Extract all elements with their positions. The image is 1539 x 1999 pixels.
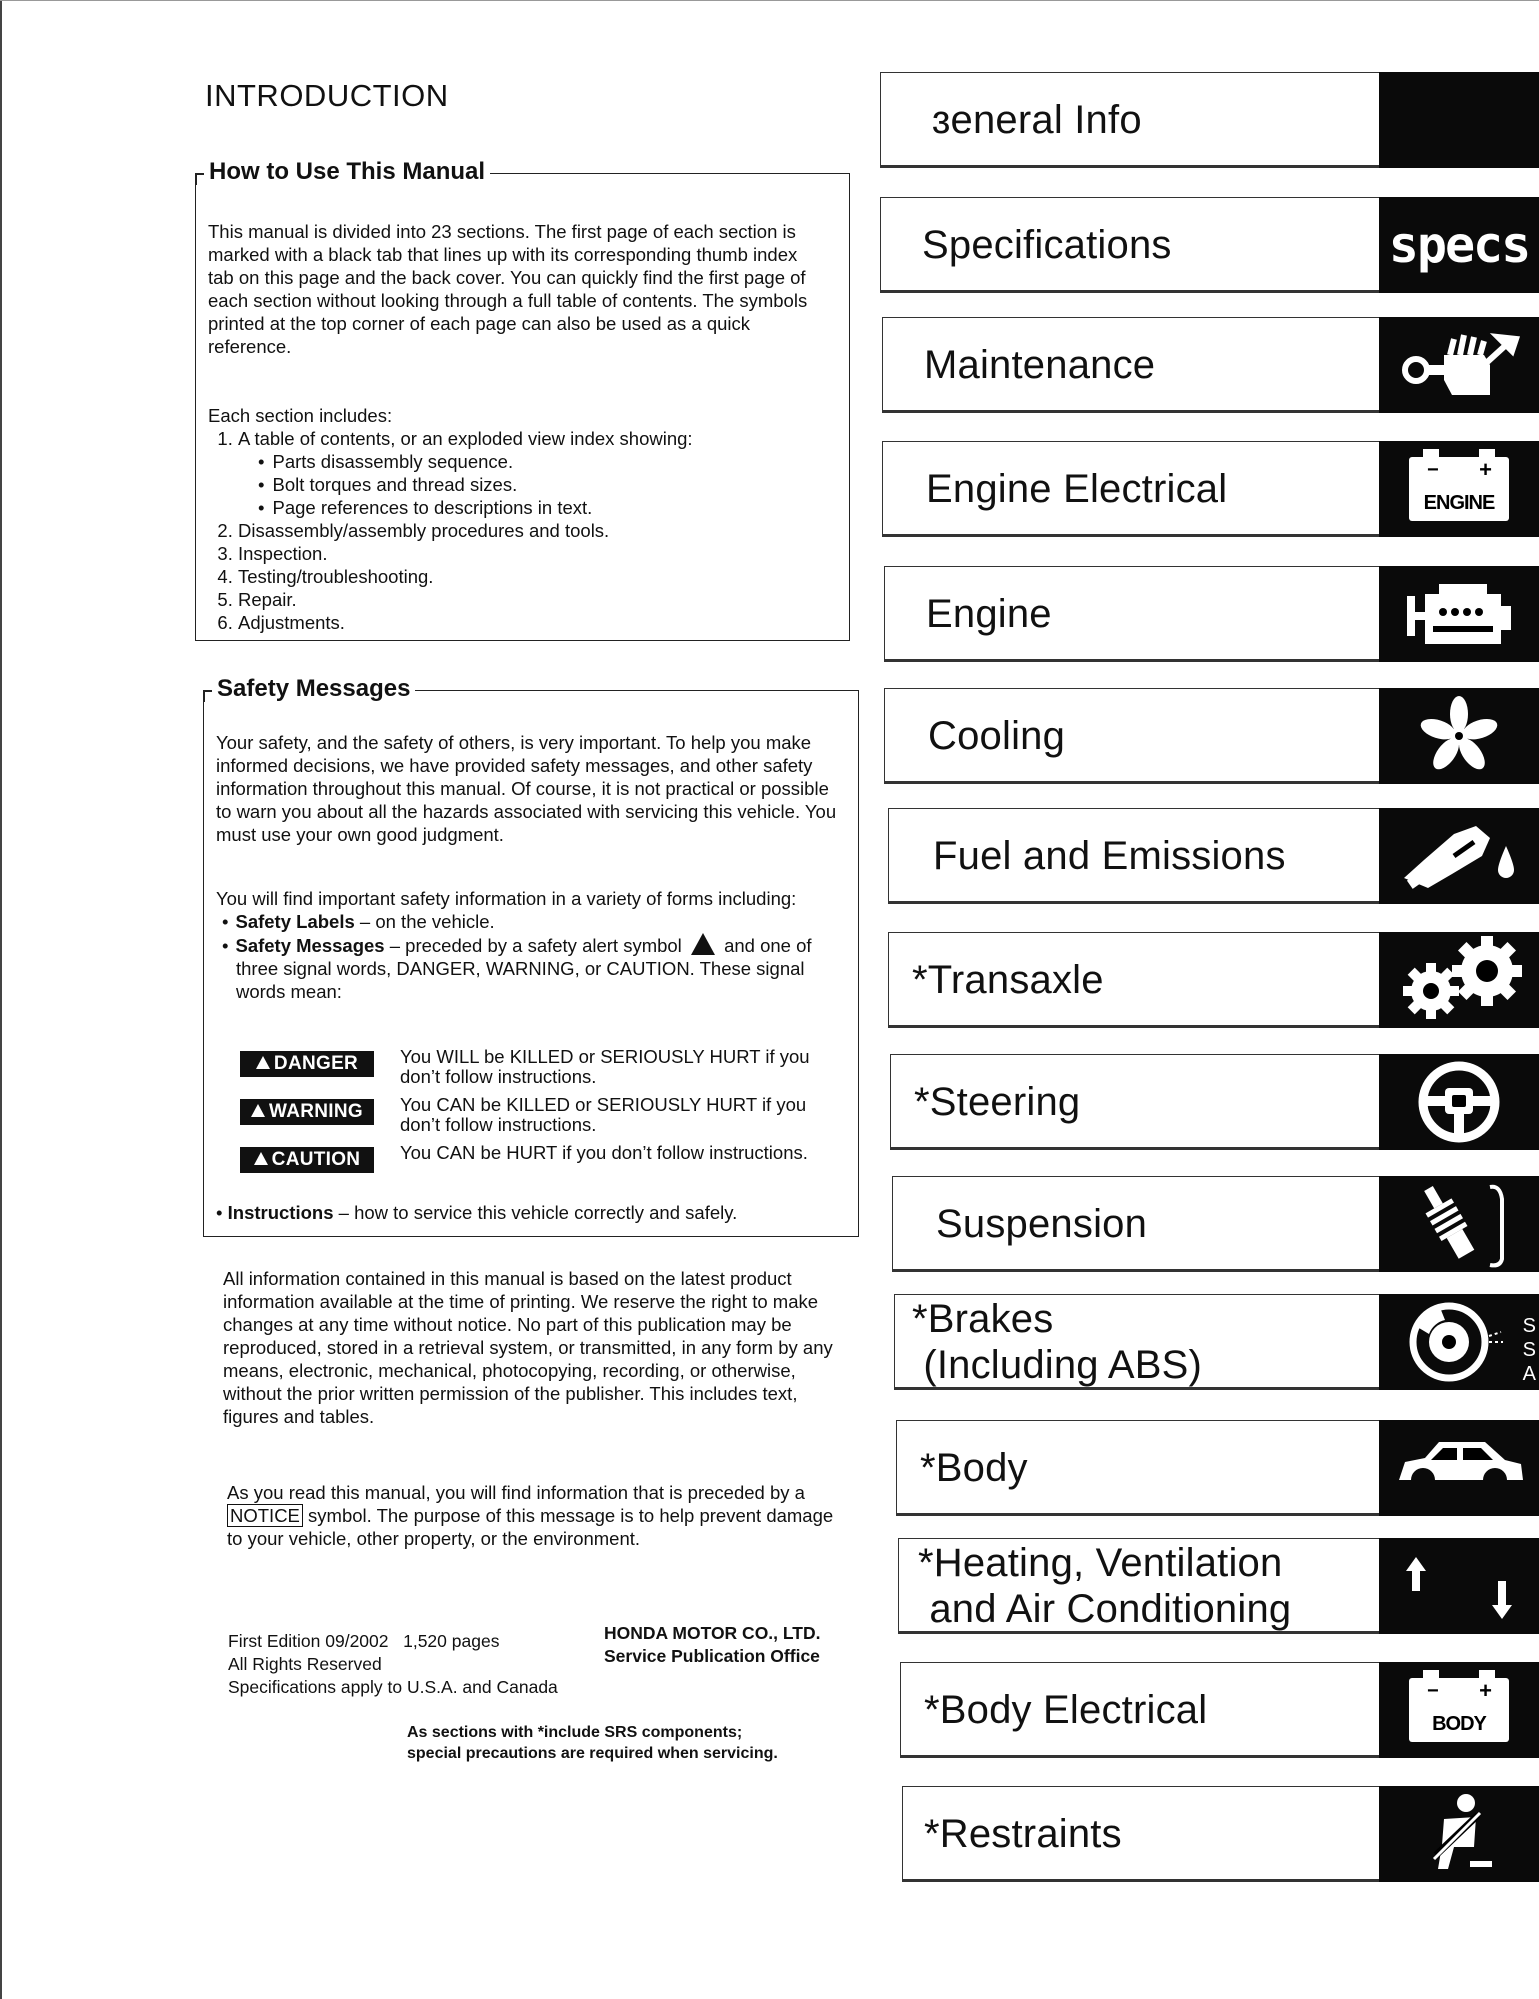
shock-absorber-icon xyxy=(1379,1176,1539,1272)
tab-label: Maintenance xyxy=(924,342,1156,387)
page-title: INTRODUCTION xyxy=(205,78,449,113)
how-to-use-paragraph: This manual is divided into 23 sections. The first page of each section is marked with a black tab that lines up with its corresponding thumb index tab on this page and the back cover. You can quickly find the first page of each section without looking through a full table of contents. The symbols printed at the top corner of each page can also be used as a quick reference. xyxy=(208,221,808,357)
tab-label: *Brakes (Including ABS) xyxy=(912,1297,1203,1387)
warning-badge: WARNING xyxy=(240,1099,374,1125)
page-edge-top xyxy=(0,0,1539,1)
how-to-use-box xyxy=(195,158,850,641)
tab-restraints[interactable] xyxy=(902,1786,1539,1882)
publisher-info: HONDA MOTOR CO., LTD. Service Publication Office xyxy=(604,1623,821,1666)
tab-label: ɜeneral Info xyxy=(932,97,1142,142)
warning-text: You CAN be KILLED or SERIOUSLY HURT if you don’t follow instructions. xyxy=(400,1094,807,1135)
tab-label: *Body xyxy=(920,1445,1028,1490)
caution-badge: CAUTION xyxy=(240,1147,374,1173)
tab-label: Engine Electrical xyxy=(926,466,1228,511)
list-item: 4. Testing/troubleshooting. xyxy=(238,565,838,588)
tab-label: Specifications xyxy=(922,222,1172,267)
includes-intro: Each section includes: xyxy=(208,405,393,426)
tab-maintenance[interactable] xyxy=(882,317,1539,413)
brake-disc-icon: S S A xyxy=(1379,1294,1539,1390)
tab-fuel-and-emissions[interactable] xyxy=(888,808,1539,904)
caution-text: You CAN be HURT if you don’t follow instructions. xyxy=(400,1142,808,1163)
tab-hvac[interactable] xyxy=(898,1538,1539,1634)
srs-note: As sections with *include SRS components; special precautions are required when servicing. xyxy=(407,1724,778,1762)
tab-label: Fuel and Emissions xyxy=(933,833,1286,878)
tab-engine[interactable] xyxy=(884,566,1539,662)
specs-text-icon: specs xyxy=(1379,197,1539,293)
tab-body[interactable] xyxy=(896,1420,1539,1516)
fuel-nozzle-icon xyxy=(1379,808,1539,904)
tab-label: *Restraints xyxy=(924,1811,1122,1856)
tab-engine-electrical[interactable] xyxy=(882,441,1539,537)
safety-alert-icon xyxy=(691,933,715,955)
list-item: • Page references to descriptions in text. xyxy=(258,496,838,519)
danger-text: You WILL be KILLED or SERIOUSLY HURT if you don’t follow instructions. xyxy=(400,1046,810,1087)
tab-label: *Body Electrical xyxy=(924,1687,1208,1732)
list-item: • Bolt torques and thread sizes. xyxy=(258,473,838,496)
list-item: 5. Repair. xyxy=(238,588,838,611)
hvac-arrows-icon xyxy=(1379,1538,1539,1634)
tab-specifications[interactable] xyxy=(880,197,1539,293)
how-to-use-heading: How to Use This Manual xyxy=(204,158,490,186)
list-item: 1. A table of contents, or an exploded view index showing: • Parts disassembly sequence. • Bolt torques and thread sizes. • Page references to descriptions in text. xyxy=(238,427,838,519)
wrench-fist-icon xyxy=(1379,317,1539,413)
tab-cooling[interactable] xyxy=(884,688,1539,784)
battery-body-icon: − + BODY xyxy=(1379,1662,1539,1758)
section-includes-list xyxy=(208,404,838,634)
tab-label: Engine xyxy=(926,591,1052,636)
list-item: • Safety Messages – preceded by a safety alert symbol and one of three signal words, DANGER, WARNING, or CAUTION. These signal words mean: xyxy=(236,933,841,1003)
alert-icon xyxy=(256,1056,270,1069)
engine-block-icon xyxy=(1379,566,1539,662)
steering-wheel-icon xyxy=(1379,1054,1539,1150)
tab-label: *Heating, Ventilation and Air Conditioning xyxy=(918,1541,1292,1631)
instructions-line: • Instructions – how to service this vehicle correctly and safely. xyxy=(216,1202,738,1223)
safety-paragraph: Your safety, and the safety of others, is very important. To help you make informed decisions, we have provided safety messages, and other safety information throughout this manual. Of course, it is not practical or possible to warn you about all the hazards associated with servicing this vehicle. You must use your own good judgment. xyxy=(216,732,837,845)
alert-icon xyxy=(251,1104,265,1117)
edition-info: First Edition 09/2002 1,520 pages All Rights Reserved Specifications apply to U.S.A. and Canada xyxy=(228,1631,558,1697)
tab-label: *Steering xyxy=(914,1079,1081,1124)
battery-engine-icon: − + ENGINE xyxy=(1379,441,1539,537)
safety-forms: You will find important safety information in a variety of forms including: • Safety Labels – on the vehicle. • Safety Messages – preceded by a safety alert symbol and one of three signal words, DANGER, WARNING, or CAUTION. These signal words mean: xyxy=(216,887,841,1003)
tab-label: *Transaxle xyxy=(912,957,1104,1002)
tab-body-electrical[interactable] xyxy=(900,1662,1539,1758)
safety-heading: Safety Messages xyxy=(212,675,415,703)
tab-brakes[interactable] xyxy=(894,1294,1539,1390)
list-item: • Parts disassembly sequence. xyxy=(258,450,838,473)
page-edge xyxy=(0,0,2,1999)
car-body-icon xyxy=(1379,1420,1539,1516)
tab-transaxle[interactable] xyxy=(888,932,1539,1028)
copyright-paragraph: All information contained in this manual is based on the latest product information available at the time of printing. We reserve the right to make changes at any time without notice. No part of this publication may be reproduced, stored in a retrieval system, or transmitted, in any form by any means, electronic, mechanical, photocopying, recording, or otherwise, without the prior written permission of the publisher. This includes text, figures and tables. xyxy=(223,1268,833,1427)
fan-icon xyxy=(1379,688,1539,784)
list-item: 6. Adjustments. xyxy=(238,611,838,634)
danger-badge: DANGER xyxy=(240,1051,374,1077)
blank-black-tab-icon xyxy=(1379,72,1539,168)
notice-paragraph: As you read this manual, you will find information that is preceded by a NOTICE symbol. The purpose of this message is to help prevent damage to your vehicle, other property, or the environment. xyxy=(227,1482,834,1549)
tab-label: Cooling xyxy=(928,713,1066,758)
list-item: 2. Disassembly/assembly procedures and tools. xyxy=(238,519,838,542)
alert-icon xyxy=(254,1152,268,1165)
seatbelt-icon xyxy=(1379,1786,1539,1882)
safety-messages-box xyxy=(203,675,859,1237)
list-item: 3. Inspection. xyxy=(238,542,838,565)
tab-general-info[interactable] xyxy=(880,72,1539,168)
tab-label: Suspension xyxy=(936,1201,1148,1246)
gears-icon xyxy=(1379,932,1539,1028)
tab-steering[interactable] xyxy=(890,1054,1539,1150)
list-item: • Safety Labels – on the vehicle. xyxy=(236,910,841,933)
tab-suspension[interactable] xyxy=(892,1176,1539,1272)
notice-symbol: NOTICE xyxy=(227,1504,303,1527)
